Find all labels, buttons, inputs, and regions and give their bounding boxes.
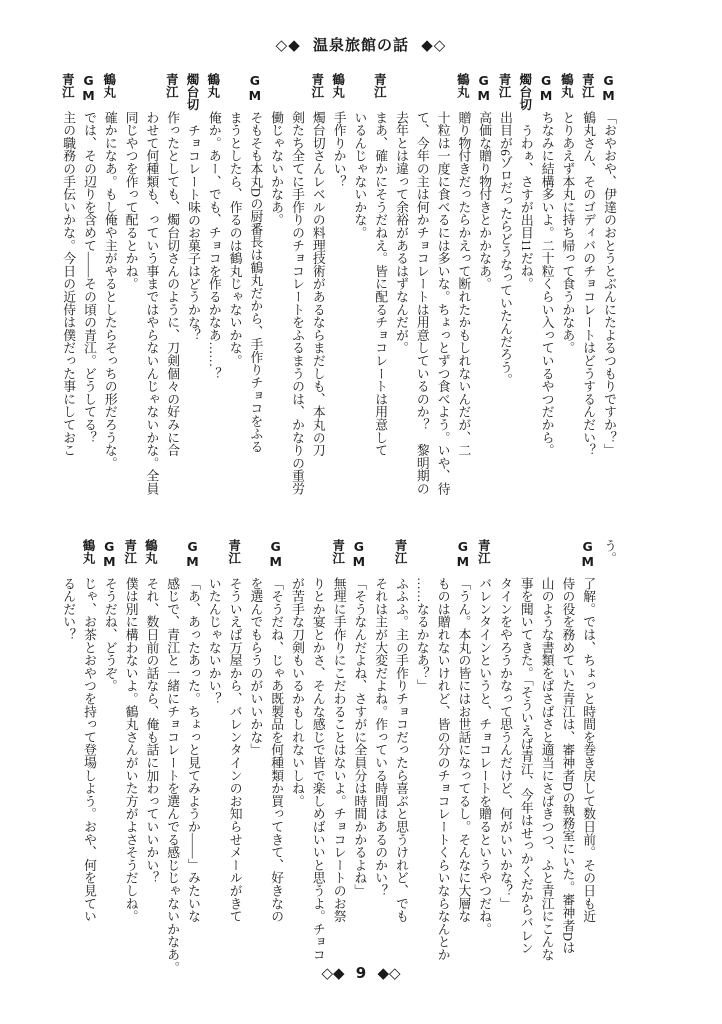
page-header bbox=[0, 34, 722, 55]
dialogue-text: 感じで、青江と一緒にチョコレートを選んでる感じじゃないかなあ。 bbox=[165, 577, 180, 974]
dialogue-text: ……なるかなあ？」 bbox=[414, 577, 429, 693]
dialogue-continuation bbox=[598, 539, 619, 979]
dialogue-line bbox=[182, 539, 203, 979]
dialogue-text: 侍の役を務めていた青江は、審神者Dの執務室にいた。審神者Dは bbox=[560, 577, 575, 954]
speaker-label: 青江 bbox=[164, 73, 180, 98]
dialogue-text: 「そうなんだよね、さすがに全員分は時間かかるよね」 bbox=[352, 577, 367, 897]
ornament-right: ◆◇ bbox=[421, 36, 447, 54]
dialogue-line bbox=[598, 73, 619, 513]
dialogue-text: そういえば万屋から、バレンタインのお知らせメールがきて bbox=[227, 577, 242, 923]
dialogue-line bbox=[577, 73, 598, 513]
speaker-label: GM bbox=[455, 539, 471, 569]
dialogue-line bbox=[556, 73, 577, 513]
speaker-label: 鶴丸 bbox=[143, 539, 159, 564]
dialogue-line bbox=[390, 539, 411, 979]
dialogue-continuation bbox=[390, 73, 411, 513]
dialogue-continuation bbox=[265, 73, 286, 513]
speaker-label: 青江 bbox=[372, 73, 388, 98]
dialogue-continuation bbox=[224, 73, 245, 513]
speaker-label: 青江 bbox=[330, 539, 346, 564]
dialogue-text: 俺か。あー、でも、チョコを作るかなあ……？ bbox=[206, 111, 221, 380]
dialogue-line bbox=[307, 73, 328, 513]
dialogue-text: 燭台切さんレベルの料理技術があるならまだしも、本丸の刀 bbox=[310, 111, 325, 457]
dialogue-text: 「そうだね、じゃあ既製品を何種類か買ってきて、好きなの bbox=[269, 577, 284, 923]
dialogue-text: 了解。では、ちょっと時間を巻き戻して数日前。その日も近 bbox=[581, 577, 596, 923]
dialogue-text: まうとしたら、作るのは鶴丸じゃないかな。 bbox=[227, 111, 242, 367]
speaker-label: GM bbox=[247, 73, 263, 103]
dialogue-text: 作ったとしても、燭台切さんのように、刀剣個々の好みに合 bbox=[165, 111, 180, 457]
ornament-left: ◇◆ bbox=[275, 36, 301, 54]
speaker-label: GM bbox=[601, 73, 616, 103]
dialogue-text: 確かになあ。もし俺や主がやるとしたらそっちの形だろうな。 bbox=[102, 111, 117, 470]
dialogue-text: るんだい？ bbox=[61, 577, 76, 641]
speaker-label: GM bbox=[101, 539, 117, 569]
dialogue-line bbox=[265, 539, 286, 979]
dialogue-text: 同じやつを作って配るとかね。 bbox=[123, 111, 138, 291]
speaker-label: 青江 bbox=[393, 539, 408, 564]
dialogue-line bbox=[99, 539, 120, 979]
dialogue-text: うわぁ、さすが出目11だね。 bbox=[518, 124, 533, 290]
speaker-label: 鶴丸 bbox=[81, 539, 96, 564]
dialogue-continuation bbox=[203, 539, 224, 979]
dialogue-text: じゃ、お茶とおやつを持って登場しよう。おや、何を見てい bbox=[82, 577, 96, 923]
dialogue-line bbox=[328, 539, 349, 979]
speaker-label: 鶴丸 bbox=[205, 73, 221, 98]
dialogue-line bbox=[161, 73, 182, 513]
dialogue-text: 高価な贈り物付きとかかなあ。 bbox=[477, 111, 492, 291]
speaker-label: GM bbox=[81, 73, 96, 103]
dialogue-line bbox=[120, 539, 141, 979]
dialogue-text: 「あ、あったあった。ちょっと見てみようか――」みたいな bbox=[186, 577, 200, 923]
dialogue-line bbox=[99, 73, 120, 513]
dialogue-continuation bbox=[556, 539, 577, 979]
dialogue-text: りとか宴とかさ、そんな感じで皆で楽しめばいいと思うよ。チョコ bbox=[310, 577, 325, 961]
dialogue-line bbox=[452, 73, 473, 513]
dialogue-text: チョコレート味のお菓子はどうかな？ bbox=[186, 124, 200, 342]
dialogue-line bbox=[369, 73, 390, 513]
dialogue-continuation bbox=[286, 539, 307, 979]
dialogue-continuation bbox=[494, 539, 515, 979]
dialogue-continuation bbox=[432, 73, 453, 513]
dialogue-text: て、今年の主は何かチョコレートは用意しているのか？ 黎明期の bbox=[414, 111, 429, 495]
dialogue-text: そうだね、どうぞ。 bbox=[102, 577, 117, 693]
page-footer bbox=[0, 964, 722, 982]
speaker-label: 青江 bbox=[497, 73, 512, 98]
speaker-label: 青江 bbox=[309, 73, 325, 98]
dialogue-continuation bbox=[348, 73, 369, 513]
dialogue-text: が苦手な刀剣もいるかもしれないしね。 bbox=[290, 577, 304, 808]
dialogue-text: 主の職務の手伝いかな。今日の近侍は僕だった事にしておこ bbox=[61, 111, 76, 457]
dialogue-continuation bbox=[286, 73, 307, 513]
dialogue-text: ものは贈れないけれど、皆の分のチョコレートくらいならなんとか bbox=[435, 577, 450, 961]
dialogue-text: 去年とは違って余裕があるはずなんだが。 bbox=[394, 111, 408, 355]
dialogue-text: 手作りかい？ bbox=[331, 111, 346, 188]
dialogue-continuation bbox=[57, 539, 78, 979]
dialogue-text: 剣たち全てに手作りのチョコレートをふるまうのは、かなりの重労 bbox=[290, 111, 304, 495]
speaker-label: 鶴丸 bbox=[101, 73, 117, 98]
speaker-label: 鶴丸 bbox=[455, 73, 471, 98]
dialogue-line bbox=[328, 73, 349, 513]
dialogue-text: それ、数日前の話なら、俺も話に加わっていいかい？ bbox=[144, 577, 159, 885]
speaker-label: 燭台切 bbox=[517, 73, 533, 111]
speaker-label: 青江 bbox=[122, 539, 138, 564]
dialogue-line bbox=[452, 539, 473, 979]
dialogue-text: まあ、確かにそうだねえ。皆に配るチョコレートは用意して bbox=[373, 111, 388, 457]
speaker-label: 青江 bbox=[476, 539, 492, 564]
dialogue-text: わせて何種類も、っていう事まではやらないんじゃないかな。全員 bbox=[144, 111, 159, 495]
dialogue-text: 鶴丸さん、そのゴディバのチョコレートはどうするんだい？ bbox=[581, 111, 596, 457]
dialogue-continuation bbox=[432, 539, 453, 979]
speaker-label: GM bbox=[185, 539, 200, 569]
dialogue-line bbox=[473, 539, 494, 979]
speaker-label: 燭台切 bbox=[185, 73, 200, 111]
dialogue-text: 僕は別に構わないよ。鶴丸さんがいた方がよさそうだしね。 bbox=[123, 577, 138, 923]
dialogue-line bbox=[494, 73, 515, 513]
speaker-label: 青江 bbox=[60, 73, 76, 98]
dialogue-continuation bbox=[369, 539, 390, 979]
dialogue-continuation bbox=[244, 539, 265, 979]
page-number: 9 bbox=[355, 964, 367, 982]
dialogue-line bbox=[203, 73, 224, 513]
speaker-label: GM bbox=[476, 73, 492, 103]
dialogue-line bbox=[515, 73, 536, 513]
dialogue-text: では、その辺りを含めて――その頃の青江。どうしてる？ bbox=[82, 111, 96, 444]
dialogue-text: 「うん。本丸の皆にはお世話になってるし。そんなに大層な bbox=[456, 577, 471, 923]
dialogue-text: 十粒は一度に食べるには多いな。ちょっとずつ食べよう。いや、待 bbox=[435, 111, 450, 495]
dialogue-line bbox=[78, 73, 99, 513]
speaker-label: 青江 bbox=[580, 73, 596, 98]
dialogue-continuation bbox=[515, 539, 536, 979]
dialogue-line bbox=[473, 73, 494, 513]
dialogue-text: ちなみに結構多いよ。二十粒くらい入っているやつだから。 bbox=[539, 111, 554, 457]
ornament-left: ◇◆ bbox=[321, 964, 345, 982]
dialogue-text: それは主が大変だよね。作っている時間はあるのかい？ bbox=[373, 577, 388, 897]
dialogue-continuation bbox=[307, 539, 328, 979]
speaker-label: 鶴丸 bbox=[330, 73, 346, 98]
dialogue-line bbox=[182, 73, 203, 513]
dialogue-line bbox=[244, 73, 265, 513]
dialogue-continuation bbox=[411, 73, 432, 513]
dialogue-text: 山のような書類をばさばさと適当にさばきつつ、ふと青江にこんな bbox=[539, 577, 554, 961]
dialogue-text: 事を聞いてきた。「そういえば青江、今年はせっかくだからバレン bbox=[518, 577, 533, 955]
chapter-title: 温泉旅館の話 bbox=[312, 36, 409, 54]
dialogue-text: 働じゃないかなあ。 bbox=[269, 111, 284, 227]
dialogue-line bbox=[78, 539, 99, 979]
dialogue-text: タインをやろうかなって思うんだけど、何がいいかな？」 bbox=[498, 577, 512, 910]
dialogue-continuation bbox=[140, 73, 161, 513]
dialogue-text: そもそも本丸Dの厨番長は鶴丸だから、手作りチョコをふる bbox=[248, 111, 263, 454]
dialogue-line bbox=[140, 539, 161, 979]
dialogue-line bbox=[577, 539, 598, 979]
dialogue-continuation bbox=[161, 539, 182, 979]
dialogue-text: いるんじゃないかな。 bbox=[352, 111, 367, 239]
speaker-label: GM bbox=[580, 539, 596, 569]
dialogue-text: バレンタインというと、チョコレートを贈るというやつだね。 bbox=[477, 577, 492, 936]
dialogue-continuation bbox=[411, 539, 432, 979]
dialogue-text: とりあえず本丸に持ち帰って食うかなあ。 bbox=[560, 111, 575, 355]
speaker-label: GM bbox=[351, 539, 367, 569]
dialogue-text: 出目が6ゾロだったらどうなっていたんだろう。 bbox=[498, 111, 512, 387]
dialogue-text: 贈り物付きだったらかえって断れたかもしれないんだが、二 bbox=[456, 111, 471, 457]
dialogue-continuation bbox=[536, 539, 557, 979]
speaker-label: 青江 bbox=[226, 539, 242, 564]
speaker-label: GM bbox=[268, 539, 284, 569]
dialogue-text: いたんじゃないかい？ bbox=[206, 577, 221, 705]
dialogue-line bbox=[224, 539, 245, 979]
speaker-label: GM bbox=[538, 73, 554, 103]
dialogue-continuation bbox=[120, 73, 141, 513]
dialogue-text: う。 bbox=[602, 539, 616, 565]
speaker-label: 鶴丸 bbox=[559, 73, 575, 98]
dialogue-text: 「おやおや、伊達のおとうとぶんにたよるつもりですか？」 bbox=[602, 111, 616, 457]
dialogue-line bbox=[57, 73, 78, 513]
dialogue-line bbox=[536, 73, 557, 513]
dialogue-line bbox=[348, 539, 369, 979]
dialogue-text: を選んでもらうのがいいかな」 bbox=[248, 577, 263, 757]
dialogue-text: ふふふ。主の手作りチョコだったら喜ぶと思うけれど、でも bbox=[394, 577, 408, 923]
ornament-right: ◆◇ bbox=[377, 964, 401, 982]
dialogue-text: 無理に手作りにこだわることはないよ。チョコレートのお祭 bbox=[331, 577, 346, 923]
